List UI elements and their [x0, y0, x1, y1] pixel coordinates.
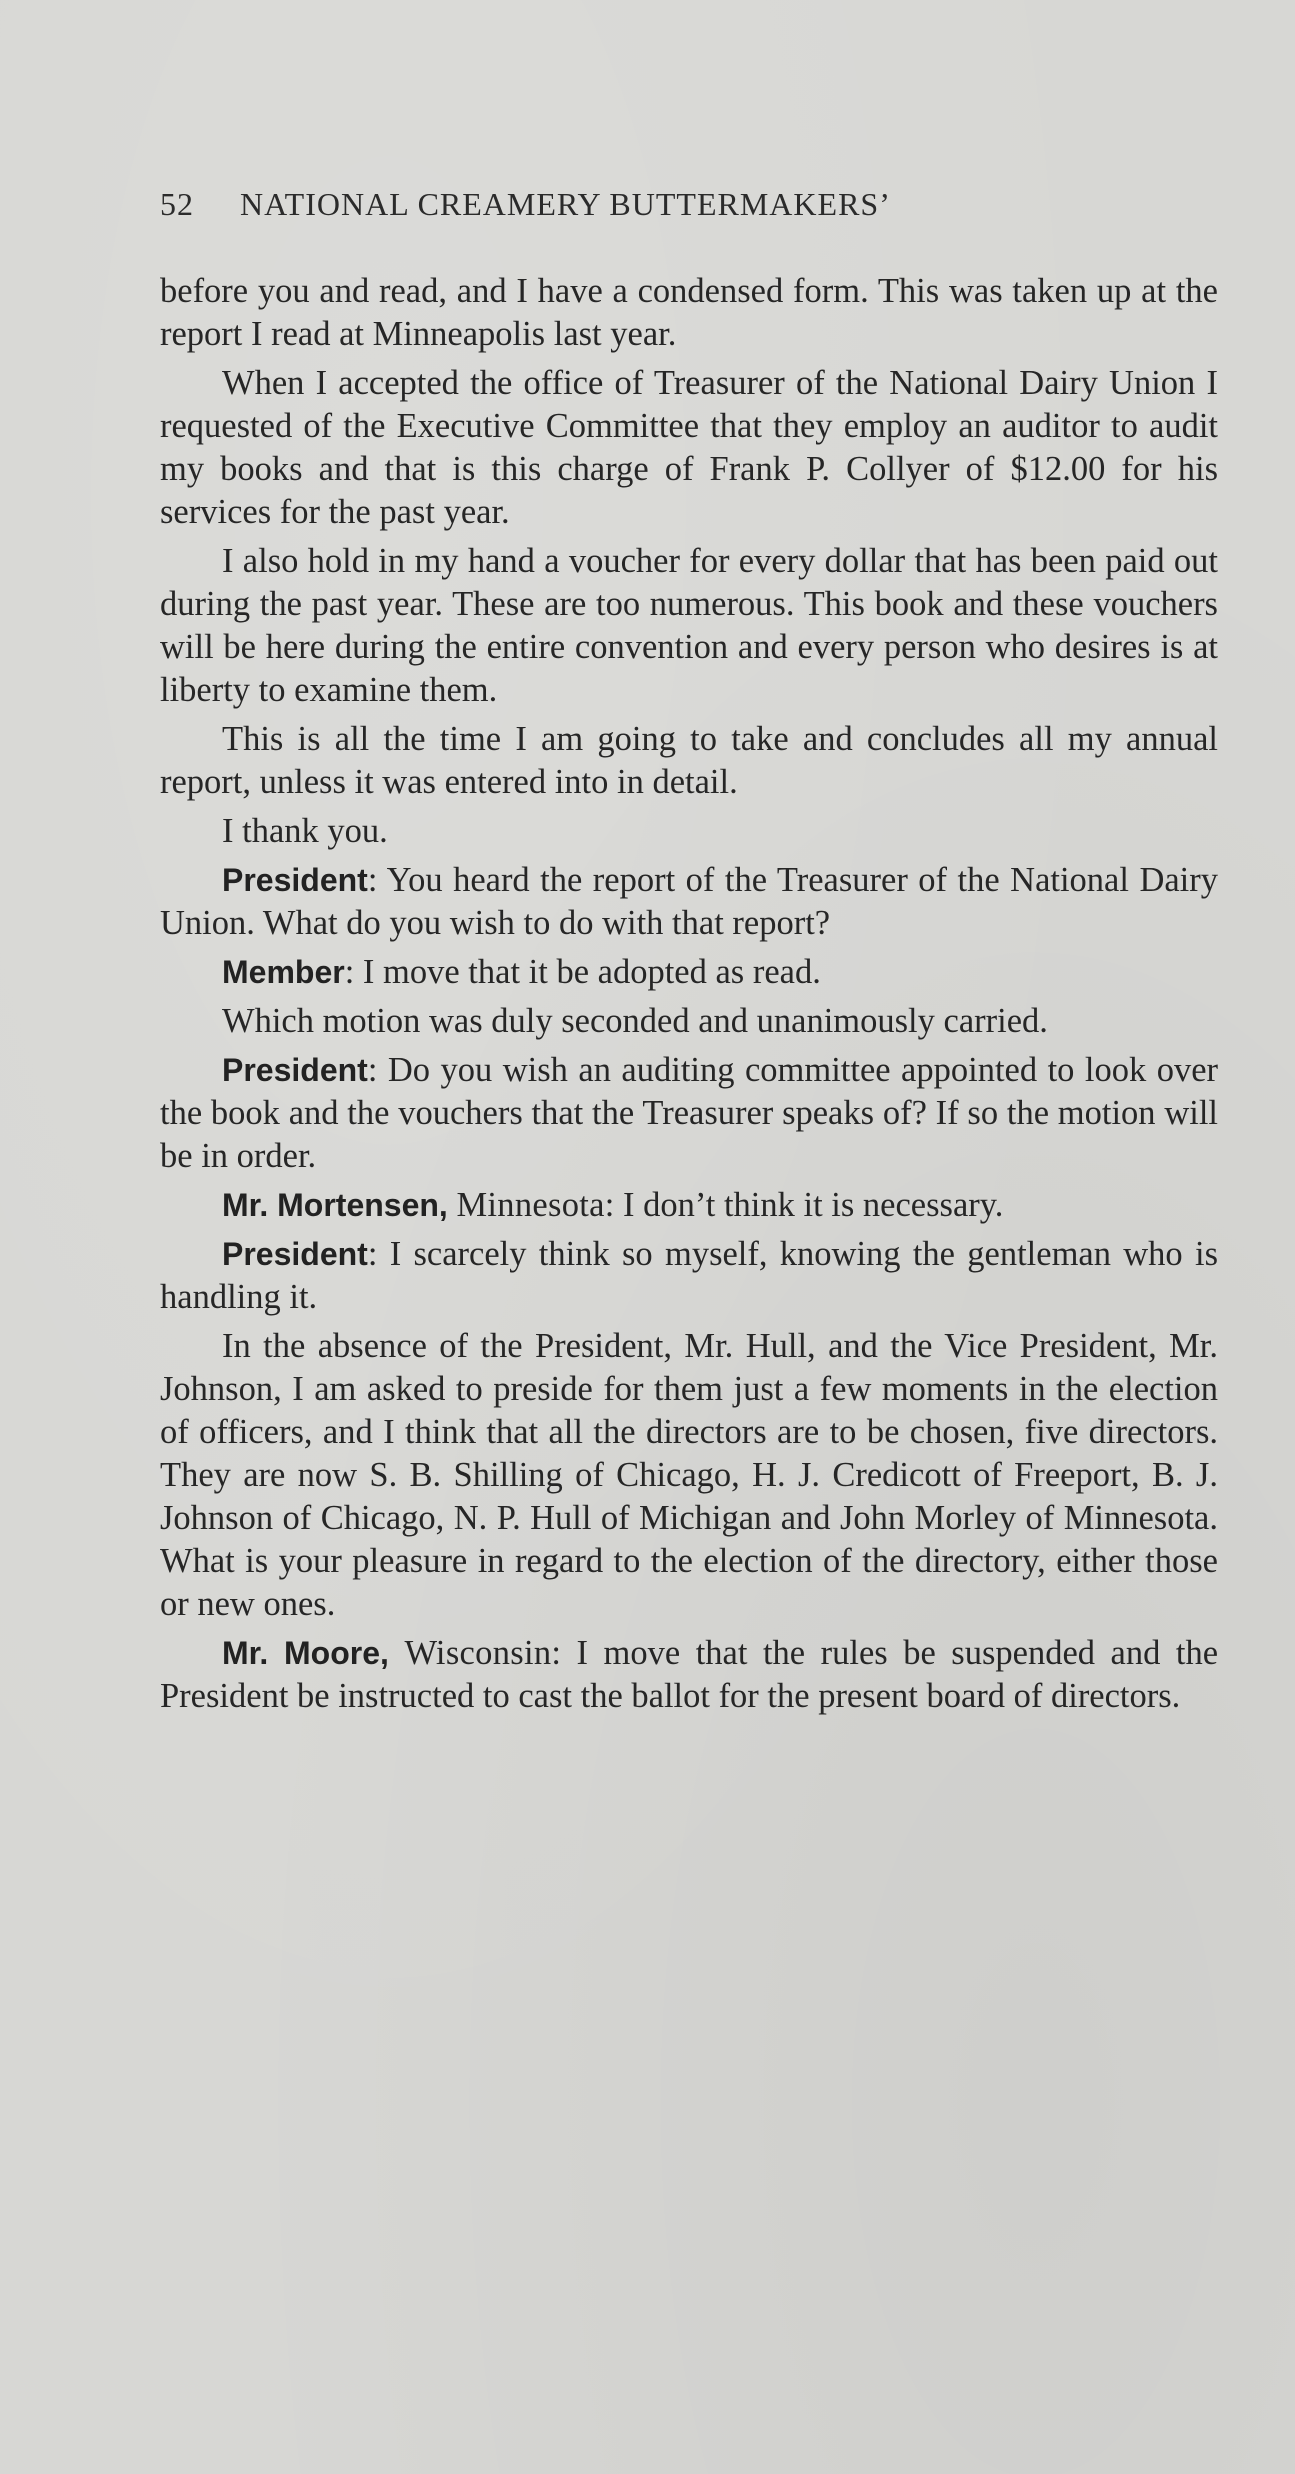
speaker-name: President — [222, 1236, 368, 1272]
running-header — [160, 186, 1160, 236]
speaker-affiliation: Wisconsin — [404, 1634, 552, 1672]
paragraph-text: I also hold in my hand a voucher for every dollar that has been paid out during the past year. These are too numerous. This book and these vouchers will be here during the entire convention and every person who desires is at liberty to examine them. — [160, 542, 1218, 709]
speaker-name: President — [222, 862, 368, 898]
paragraph-text: When I accepted the office of Treasurer of the National Dairy Union I requested of the Executive Committee that they employ an auditor to audit my books and that is this charge of Frank P. Collyer of $12.00 for his services for the past year. — [160, 364, 1218, 531]
paragraph — [160, 718, 1218, 804]
paragraph-text: I don’t think it is necessary. — [623, 1186, 1004, 1224]
paragraph — [160, 1325, 1218, 1626]
paragraph: Mr. Moore, Wisconsin: I move that the rules be suspended and the President be instructed to cast the ballot for the present board of directors. — [160, 1634, 1219, 1715]
paragraph-text: I scarcely think so myself, knowing the gentleman who is handling it. — [160, 1235, 1218, 1316]
paragraph: Member: I move that it be adopted as read. — [222, 953, 821, 991]
body-text — [160, 270, 1218, 1724]
paragraph-text: I move that the rules be suspended and the President be instructed to cast the ballot for the present board of directors. — [160, 1634, 1219, 1715]
paragraph-text: Do you wish an auditing committee appointed to look over the book and the vouchers that the Treasurer speaks of? If so the motion will be in order. — [160, 1051, 1218, 1175]
running-title: NATIONAL CREAMERY BUTTERMAKERS’ — [240, 186, 891, 222]
paragraph: President: You heard the report of the Treasurer of the National Dairy Union. What do you wish to do with that report? — [160, 861, 1218, 942]
paragraph-text: In the absence of the President, Mr. Hull, and the Vice President, Mr. Johnson, I am asked to preside for them just a few moments in the election of officers, and I think that all the directors are to be chosen, five directors. They are now S. B. Shilling of Chicago, H. J. Credicott of Freeport, B. J. Johnson of Chicago, N. P. Hull of Michigan and John Morley of Minnesota. What is your pleasure in regard to the election of the directory, either those or new ones. — [160, 1327, 1218, 1623]
paragraph-text: You heard the report of the Treasurer of the National Dairy Union. What do you wish to do with that report? — [160, 861, 1218, 942]
speaker-name: Mr. Moore, — [222, 1635, 389, 1671]
paragraph-text: This is all the time I am going to take and concludes all my annual report, unless it was entered into in detail. — [160, 720, 1218, 801]
paragraph-text: I move that it be adopted as read. — [362, 953, 821, 991]
paragraph: President: Do you wish an auditing committee appointed to look over the book and the vouchers that the Treasurer speaks of? If so the motion will be in order. — [160, 1051, 1218, 1175]
speaker-affiliation: Minnesota — [456, 1186, 605, 1224]
paragraph — [160, 810, 1218, 853]
paragraph-text: before you and read, and I have a condensed form. This was taken up at the report I read at Minneapolis last year. — [160, 272, 1218, 353]
paragraph — [160, 362, 1218, 534]
speaker-name: Mr. Mortensen, — [222, 1187, 448, 1223]
paragraph — [160, 540, 1218, 712]
paragraph: Mr. Mortensen, Minnesota: I don’t think it is necessary. — [222, 1186, 1004, 1224]
speaker-name: President — [222, 1052, 368, 1088]
page-number: 52 — [160, 186, 194, 222]
paragraph — [160, 270, 1218, 356]
speaker-name: Member — [222, 954, 345, 990]
paragraph: President: I scarcely think so myself, knowing the gentleman who is handling it. — [160, 1235, 1218, 1316]
paragraph — [160, 1000, 1218, 1043]
paragraph-text: I thank you. — [222, 812, 388, 850]
paragraph-text: Which motion was duly seconded and unanimously carried. — [222, 1002, 1048, 1040]
